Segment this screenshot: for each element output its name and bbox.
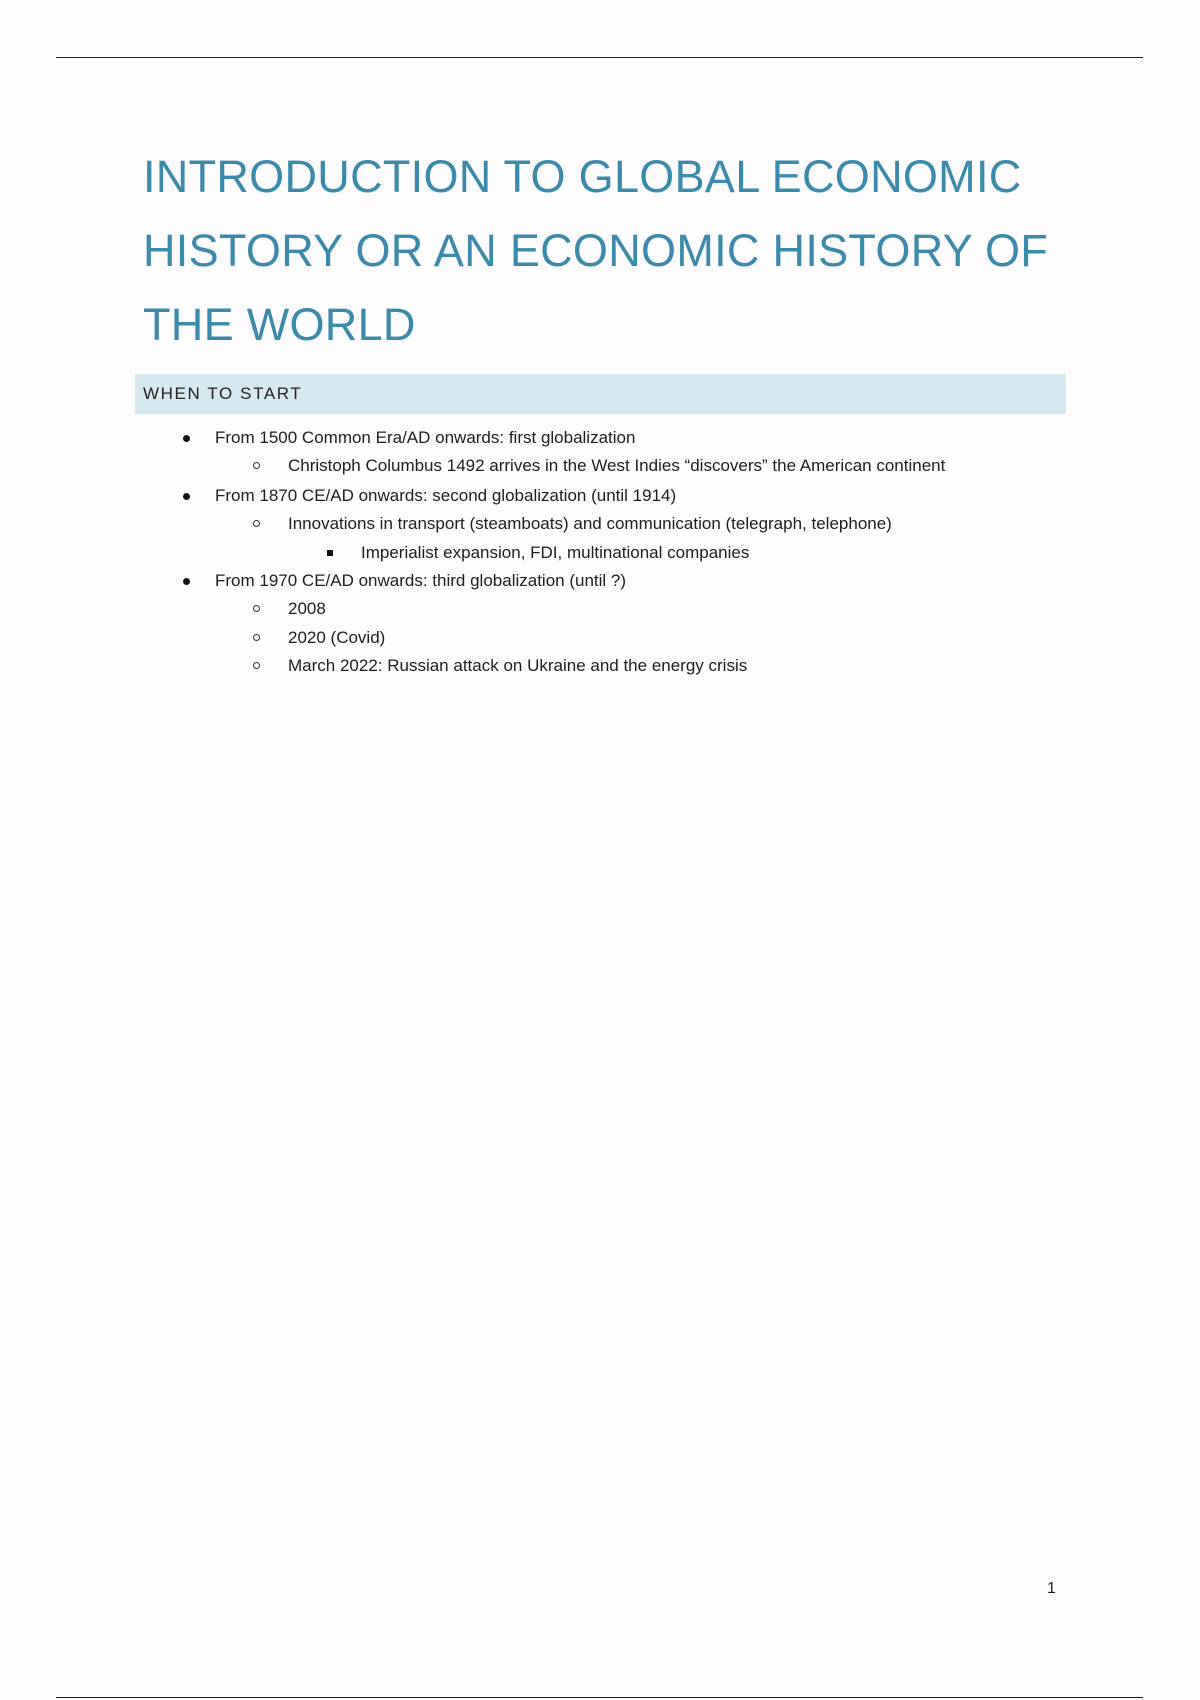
bullet-disc-icon: [183, 578, 190, 585]
bullet-disc-icon: [183, 435, 190, 442]
list-item-text: 2008: [288, 599, 326, 618]
footer-rule: [56, 1697, 1143, 1698]
list-item-text: From 1970 CE/AD onwards: third globalization (until ?): [215, 571, 627, 590]
bullet-disc-icon: [183, 493, 190, 500]
list-item: [288, 455, 945, 477]
list-item: [215, 485, 676, 507]
bullet-circle-icon: [253, 462, 260, 469]
section-heading: WHEN TO START: [143, 384, 303, 403]
bullet-circle-icon: [253, 662, 260, 669]
list-item-text: From 1870 CE/AD onwards: second globalization (until 1914): [215, 486, 677, 505]
list-item-text: 2020 (Covid): [288, 628, 386, 647]
page-number: 1: [1047, 1580, 1056, 1597]
list-item: [361, 542, 749, 564]
header-rule: [56, 57, 1143, 58]
document-title: [143, 140, 1103, 362]
list-item: [215, 427, 635, 449]
bullet-square-icon: [327, 550, 333, 556]
list-item-text: Imperialist expansion, FDI, multinational companies: [361, 543, 750, 562]
bullet-circle-icon: [253, 605, 260, 612]
list-item: [288, 655, 747, 677]
title-line: INTRODUCTION TO GLOBAL ECONOMIC: [143, 151, 1022, 202]
list-item: [215, 570, 626, 592]
bullet-circle-icon: [253, 520, 260, 527]
list-item-text: From 1500 Common Era/AD onwards: first globalization: [215, 428, 636, 447]
bullet-circle-icon: [253, 634, 260, 641]
list-item-text: March 2022: Russian attack on Ukraine and the energy crisis: [288, 656, 748, 675]
list-item: [288, 513, 892, 535]
list-item-text: Christoph Columbus 1492 arrives in the West Indies “discovers” the American continent: [288, 456, 946, 475]
list-item: [288, 627, 385, 649]
title-line: THE WORLD: [143, 299, 416, 350]
list-item-text: Innovations in transport (steamboats) and communication (telegraph, telephone): [288, 514, 892, 533]
list-item: [288, 598, 326, 620]
title-line: HISTORY OR AN ECONOMIC HISTORY OF: [143, 225, 1049, 276]
